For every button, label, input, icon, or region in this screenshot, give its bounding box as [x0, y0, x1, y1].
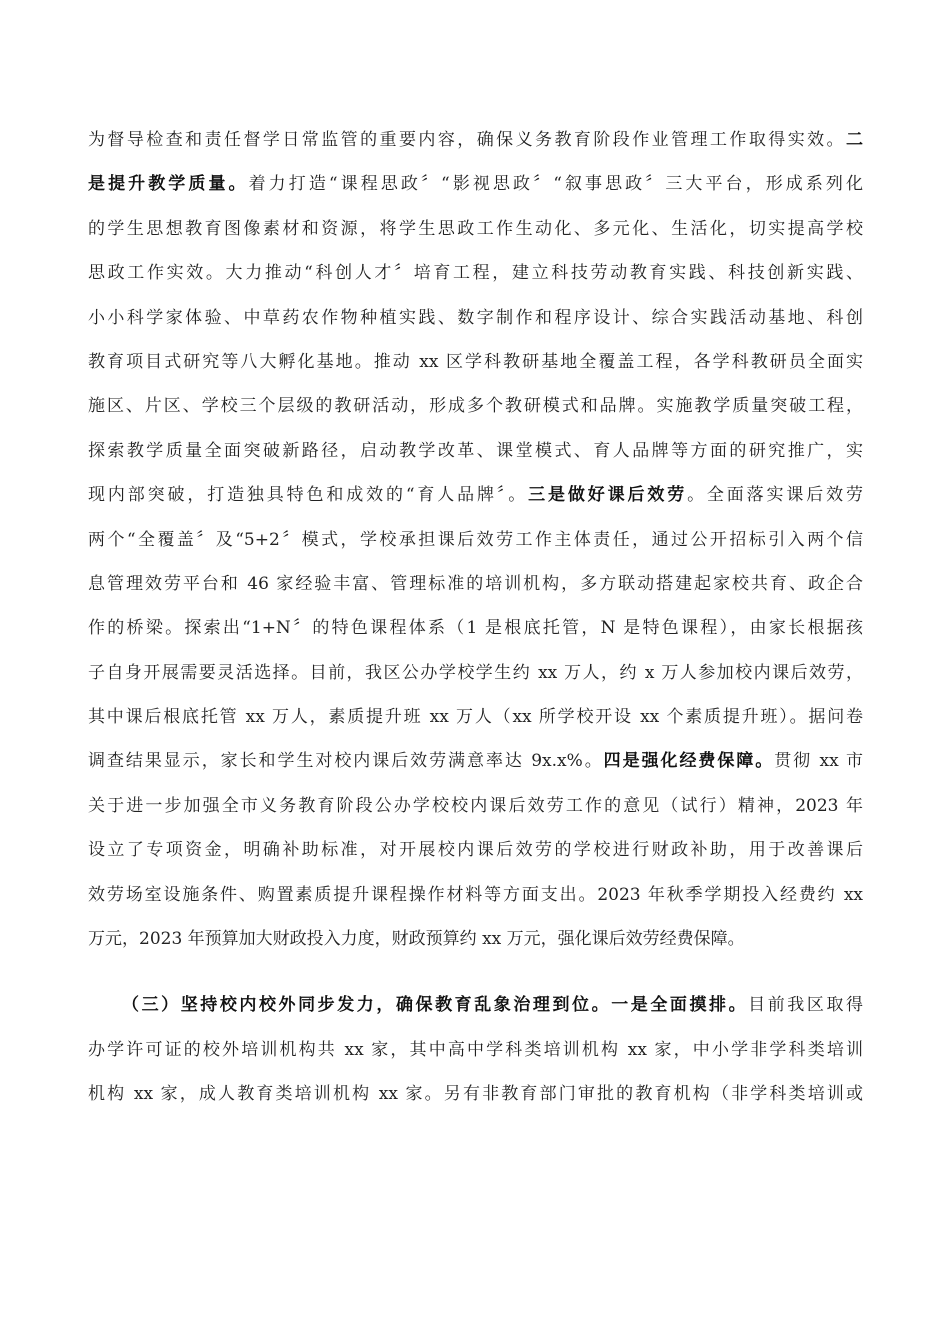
text-segment: 息管理效劳平台和 46 家经验丰富、管理标准的培训机构，多方联动搭建起家校共育、政企合 [88, 573, 863, 594]
text-segment: 设立了专项资金，明确补助标准，对开展校内课后效劳的学校进行财政补助，用于改善课后 [88, 840, 863, 861]
text-line [88, 162, 863, 206]
text-line [88, 917, 863, 961]
bold-text-segment: 四是强化经费保障。 [603, 751, 775, 772]
text-line [88, 784, 863, 828]
text-segment: 其中课后根底托管 xx 万人，素质提升班 xx 万人（xx 所学校开设 xx 个素质提升班）。据问卷 [88, 707, 863, 728]
bold-text-segment: 三是做好课后效劳 [528, 485, 688, 506]
text-segment: 的学生思想教育图像素材和资源，将学生思政工作生动化、多元化、生活化，切实提高学校 [88, 218, 863, 239]
text-segment: 调查结果显示，家长和学生对校内课后效劳满意率达 9x.x%。 [88, 751, 604, 772]
text-segment: 施区、片区、学校三个层级的教研活动，形成多个教研模式和品牌。实施教学质量突破工程， [88, 396, 863, 417]
text-segment: 关于进一步加强全市义务教育阶段公办学校校内课后效劳工作的意见（试行）精神，2023 年 [88, 795, 863, 816]
text-segment: 思政工作实效。大力推动“科创人才〞培育工程，建立科技劳动教育实践、科技创新实践、 [88, 263, 863, 284]
text-line [88, 429, 863, 473]
text-line [88, 118, 863, 162]
text-line [88, 651, 863, 695]
text-line [88, 1028, 863, 1072]
bold-text-segment: 二 [846, 130, 863, 150]
text-line [88, 983, 863, 1027]
bold-text-segment: 是提升教学质量。 [88, 174, 249, 195]
text-line [88, 1072, 863, 1116]
text-segment: 。全面落实课后效劳 [687, 485, 863, 506]
text-segment: 小小科学家体验、中草药农作物种植实践、数字制作和程序设计、综合实践活动基地、科创 [88, 307, 863, 328]
text-line [88, 873, 863, 917]
text-line [88, 739, 863, 783]
text-line [88, 251, 863, 295]
text-segment: 办学许可证的校外培训机构共 xx 家，其中高中学科类培训机构 xx 家，中小学非学科类培训 [88, 1039, 863, 1060]
text-line [88, 562, 863, 606]
text-line [88, 828, 863, 872]
text-line [88, 518, 863, 562]
text-line [88, 606, 863, 650]
text-line [88, 207, 863, 251]
text-line [88, 473, 863, 517]
text-segment: 两个“全覆盖〞及“5+2〞模式，学校承担课后效劳工作主体责任，通过公开招标引入两个信 [88, 529, 863, 550]
text-segment: 万元，2023 年预算加大财政投入力度，财政预算约 xx 万元，强化课后效劳经费保障。 [88, 929, 745, 950]
paragraph-2 [88, 983, 863, 1116]
text-segment: 现内部突破，打造独具特色和成效的“育人品牌〞。 [88, 485, 529, 506]
text-segment: 贯彻 xx 市 [774, 751, 863, 772]
text-segment: 着力打造“课程思政〞“影视思政〞“叙事思政〞三大平台，形成系列化 [248, 174, 863, 195]
paragraph-1 [88, 118, 863, 961]
text-segment: 目前我区取得 [748, 995, 863, 1016]
bold-text-segment: （三）坚持校内校外同步发力，确保教育乱象治理到位。一是全面摸排。 [122, 995, 749, 1016]
text-line [88, 340, 863, 384]
text-segment: 子自身开展需要灵活选择。目前，我区公办学校学生约 xx 万人，约 x 万人参加校内课后效劳， [88, 662, 863, 683]
text-line [88, 384, 863, 428]
text-segment: 为督导检查和责任督学日常监管的重要内容，确保义务教育阶段作业管理工作取得实效。 [88, 130, 846, 150]
text-segment: 探索教学质量全面突破新路径，启动教学改革、课堂模式、育人品牌等方面的研究推广，实 [88, 440, 863, 461]
text-segment: 教育项目式研究等八大孵化基地。推动 xx 区学科教研基地全覆盖工程，各学科教研员全面实 [88, 351, 863, 372]
text-segment: 效劳场室设施条件、购置素质提升课程操作材料等方面支出。2023 年秋季学期投入经费约 xx [88, 884, 863, 905]
text-segment: 机构 xx 家，成人教育类培训机构 xx 家。另有非教育部门审批的教育机构（非学科类培训或 [88, 1084, 863, 1105]
text-segment: 作的桥梁。探索出“1+N〞的特色课程体系（1 是根底托管，N 是特色课程），由家长根据孩 [88, 618, 863, 639]
document-page [88, 118, 863, 1117]
paragraph-gap [88, 961, 863, 983]
text-line [88, 695, 863, 739]
text-line [88, 296, 863, 340]
